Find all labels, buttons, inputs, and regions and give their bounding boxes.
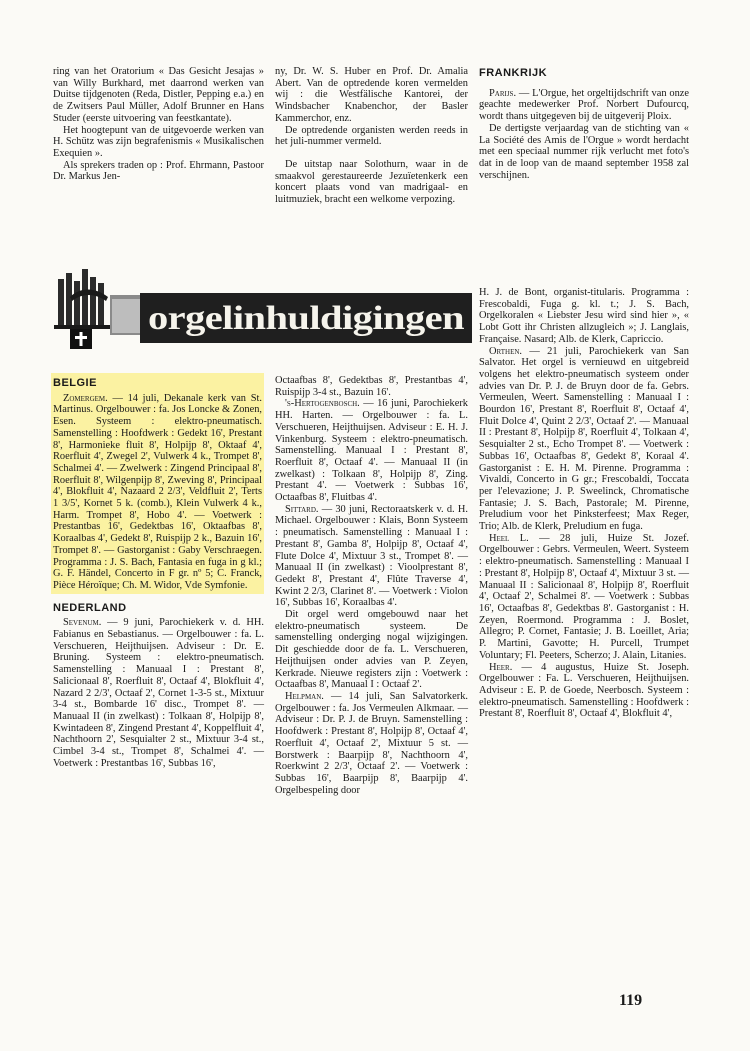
paragraph: Octaafbas 8', Gedektbas 8', Prestantbas 4', Ruispijp 3-4 st., Bazuin 16'. [275,375,468,398]
paragraph: H. J. de Bont, organist-titularis. Programma : Frescobaldi, Fuga g. kl. t.; J. S. Bach, Orgelkoralen « Liebster Jesu wird sind hier », « Lobt Gott ihr Christen allzugleich »; J. Langlais, Française. Nasard; Alb. de Klerk, Capriccio. [479,287,689,345]
entry-hertogenbosch: 's-Hertogenbosch. — 16 juni, Parochiekerk HH. Harten. — Orgelbouwer : fa. L. Verschueren, Heijthuijsen. Adviseur : E. H. J. Vinkenburg. Systeem : elektro-pneumatisch. Samenstelling. Manuaal I : Prestant 8', Roerfluit 8', Octaaf 4'. — Manuaal II (in zwelkast) : Tolkaan 8', Holpijp 8', Zing. Prestant 4'. — Voetwerk : Subbas 16', Octaafbas 8', Fluitbas 4'. [275,398,468,504]
entry-orthen: Orthen. — 21 juli, Parochiekerk van San Salvator. Het orgel is vernieuwd en uitgebreid volgens het elektro-pneumatisch systeem onder advies van Dr. P. J. de Bruyn door de fa. Gebrs. Vermeulen, Weert. Samenstelling : Manuaal I : Bourdon 16', Prestant 8', Roerfluit 8', Octaaf 4', Fluit Dolce 4', Quint 2 2/3', Octaaf 2'. — Manuaal II : Prestant 8', Holpijp 8', Roerfluit 4', Tolkaan 4', Sesquialter 2 st., Echo Trompet 8'. — Voetwerk : Subbas 16', Octaafbas 8', Gedekt 8', Koraal 4'. Gastorganist : E. H. M. Pirenne. Programma : Vivaldi, Concerto in G gr.; Frescobaldi, Toccata per l'elevazione; J. P. Sweelinck, Chromatische Fantasie; J. S. Bach, Pastorale; M. Pirenne, Preludium voor het Pinksterfeest; Max Reger, Trio; Alb. de Klerk, Preludium en fuga. [479,345,689,533]
entry-helpman: Helpman. — 14 juli, San Salvatorkerk. Orgelbouwer : fa. Jos Vermeulen Alkmaar. — Adviseur : Dr. P. J. de Bruyn. Samenstelling : Hoofdwerk : Prestant 8', Holpijp 8', Octaaf 4', Roerfluit 4', Octaaf 2', Mixtuur 5 st. — Borstwerk : Baarpijp 8', Nachthoorn 4', Roerkwint 2 2/3', Octaaf 2'. — Voetwerk : Subbas 16', Baarpijp 8', Baarpijp 4'. Orgelbespeling door [275,690,468,796]
entry-heel: Heel L. — 28 juli, Huize St. Jozef. Orgelbouwer : Gebrs. Vermeulen, Weert. Systeem : elektro-pneumatisch. Samenstelling : Manuaal I : Prestant 8', Holpijp 8', Octaaf 4', Mixtuur 3 st. — Manuaal II : Salicionaal 8', Holpijp 8', Roerfluit 4', Octaaf 2', Schalmei 8'. — Voetwerk : Subbas 16', Octaafbas 8', Gedektbas 8'. Gastorganist : H. Zeyen, Roermond. Programma : J. Boslet, Allegro; P. Cornet, Fantasie; J. B. Loeillet, Aria; P. Martini, Gavotte; H. Purcell, Trumpet Voluntary; Fl. Peeters, Scherzo; J. Alain, Litanies. [479,532,690,661]
paragraph: Het hoogtepunt van de uitgevoerde werken van H. Schütz was zijn begrafenismis « Musikalischen Exequien ». [53,124,264,159]
page-number: 119 [619,992,643,1009]
section-heading-belgie: BELGIE [53,377,97,389]
highlighted-block [51,373,264,594]
organ-pipes-icon [54,269,142,335]
paragraph: Dit orgel werd omgebouwd naar het elektro-pneumatisch systeem. De samenstelling onderging nogal wijzigingen. Dit geschiedde door de fa. L. Verschueren, Heijthuijsen onder advies van P. Zeyen, Kerkrade. Nieuwe registers zijn : Voetwerk : Octaafbas 8', Manuaal I : Octaaf 2'. [275,609,468,691]
bottom-column-2 [275,375,468,796]
entry-zomergem: Zomergem. — 14 juli, Dekanale kerk van St. Martinus. Orgelbouwer : fa. Jos Loncke & Zonen, Esen. Systeem : elektro-pneumatisch. Samenstelling : Hoofdwerk : Gedekt 16', Prestant 8', Harmonieke fluit 8', Holpijp 8', Oktaaf 4', Roerfluit 4', Zwegel 2', Vulwerk 4 k., Trompet 8', Schalmei 4'. — Zwelwerk : Zingend Principaal 8', Roerfluit 8', Wilgenpijp 8', Zweving 8', Principaal 4', Blokfluit 4', Nazaard 2 2/3', Veldfluit 2', Terts 1 3/5', Kornet 5 k. (comb.), Klein Vulwerk 4 k., Harm. Trompet 8', Hobo 4'. — Voetwerk : Prestantbas 16', Gedektbas 16', Oktaafbas 8', Koraalbas 4', Gedekt 8', Ruispijp 2 k., Bazuin 16', Trompet 8'. — Gastorganist : Gaby Verschraegen. Programma : J. S. Bach, Fantasia en fuga in g kl.; G. F. Händel, Concerto in F gr. nº 5; C. Franck, Pièce Héroïque; Ch. M. Widor, Vde Symfonie. [53,392,262,591]
paragraph: De uitstap naar Solothurn, waar in de smaakvol gerestaureerde Jezuïetenkerk een koncert plaats vond van madrigaal- en luitmuziek, bracht een welkome verpozing. [275,158,468,206]
cross-icon [70,329,92,349]
paragraph: De optredende organisten werden reeds in het juli-nummer vermeld. [275,124,468,148]
banner-title: orgelinhuldigingen [148,300,465,337]
bottom-column-3 [479,287,689,720]
section-heading-nederland: NEDERLAND [53,601,127,614]
entry-heer: Heer. — 4 augustus, Huize St. Joseph. Orgelbouwer : Fa. L. Verschueren, Heijthuijsen. Adviseur : E. P. de Goede, Neerbosch. Systeem : elektro-pneumatisch. Samenstelling : Hoofdwerk : Prestant 8', Roerfluit 8', Octaaf 4', Blokfluit 4', [479,661,689,720]
top-column-3 [479,66,689,181]
bottom-column-1 [53,373,264,770]
banner-graphic [40,267,472,351]
paragraph: Als sprekers traden op : Prof. Ehrmann, Pastoor Dr. Markus Jen- [53,159,264,183]
entry-sittard: Sittard. — 30 juni, Rectoraatskerk v. d. H. Michael. Orgelbouwer : Klais, Bonn Systeem : pneumatisch. Samenstelling : Manuaal I : Prestant 8', Gamba 8', Holpijp 8', Octaaf 4', Flute Dolce 4', Mixtuur 3 st., Trompet 8'. — Manuaal II (in zwelkast) : Vioolprestant 8', Gedekt 8', Prestant 4', Flûte Traverse 4', Kwint 2 2/3, Clarinet 8'. — Voetwerk : Violon 16', Subbas 16', Koraalbas 4'. [275,503,468,609]
paragraph: Parijs. — L'Orgue, het orgeltijdschrift van onze geachte medewerker Prof. Norbert Dufourcq, wordt thans uitgegeven bij de uitgeverij Ploix. [479,87,689,123]
paragraph: ny, Dr. W. S. Huber en Prof. Dr. Amalia Abert. Van de optredende koren vermelden wij : die Westfälische Kantorei, der Windsbacher Knabenchor, der Basler Kammerchor, enz. [275,66,468,124]
paragraph: ring van het Oratorium « Das Gesicht Jesajas » van Willy Burkhard, met daarrond werken van Duitse tijdgenoten (Reda, Distler, Pepping e.a.) en de Zwitsers Paul Müller, Adolf Brunner en Hans Studer (eerste uitvoering van feestkantate). [53,66,264,124]
paragraph: De dertigste verjaardag van de stichting van « La Société des Amis de l'Orgue » wordt herdacht met een speciaal nummer rijk verlucht met foto's dat in de loop van de maand september 1958 zal verschijnen. [479,122,689,181]
top-column-1 [53,66,264,183]
heading-banner [40,267,472,351]
entry-sevenum: Sevenum. — 9 juni, Parochiekerk v. d. HH. Fabianus en Sebastianus. — Orgelbouwer : fa. L. Verschueren, Heijthuijsen. Adviseur : Dr. E. Bruning. Systeem : elektro-pneumatisch. Samenstelling : Manuaal I : Prestant 8', Salicionaal 8', Roerfluit 8', Octaaf 4', Blokfluit 4', Nazard 2 2/3', Octaaf 2', Cornet 1-3-5 st., Mixtuur 3-4 st., Bombarde 16' disc., Trompet 8'. — Manuaal II (in zwelkast) : Tolkaan 8', Holpijp 8', Kwintadeen 8', Zingend Prestant 4', Koppelfluit 4', Nachthoorn 2', Sesquialter 2 st., Mixtuur 3-4 st., Cimbel 3-4 st., Trompet 8', Schalmei 4'. — Voetwerk : Prestantbas 16', Subbas 16', [53,617,264,769]
section-heading-frankrijk: FRANKRIJK [479,67,548,79]
top-column-2 [275,66,468,206]
